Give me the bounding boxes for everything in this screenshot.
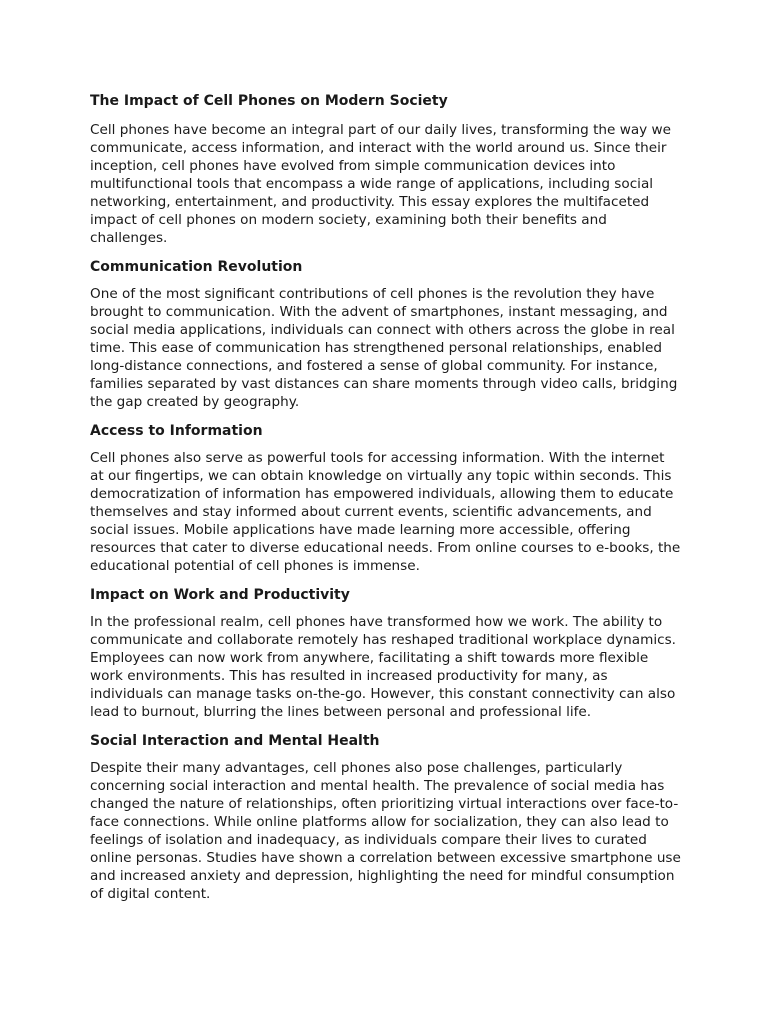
section-body-communication: One of the most significant contributions of cell phones is the revolution they have brought to communication. With the advent of smartphones, instant messaging, and social media applications, individuals can connect with others across the globe in real time. This ease of communication has strengthened personal relationships, enabled long-distance connections, and fostered a sense of global community. For instance, families separated by vast distances can share moments through video calls, bridging the gap created by geography. [90, 286, 678, 410]
section-body-work: In the professional realm, cell phones have transformed how we work. The ability to communicate and collaborate remotely has reshaped traditional workplace dynamics. Employees can now work from anywhere, facilitating a shift towards more flexible work environments. This has resulted in increased productivity for many, as individuals can manage tasks on-the-go. However, this constant connectivity can also lead to burnout, blurring the lines between personal and professional life. [90, 614, 676, 720]
document-title: The Impact of Cell Phones on Modern Society [90, 93, 448, 109]
section-heading-social: Social Interaction and Mental Health [90, 733, 380, 749]
section-body-information: Cell phones also serve as powerful tools for accessing information. With the internet at our fingertips, we can obtain knowledge on virtually any topic within seconds. This democratization of information has empowered individuals, allowing them to educate themselves and stay informed about current events, scientific advancements, and social issues. Mobile applications have made learning more accessible, offering resources that cater to diverse educational needs. From online courses to e-books, the educational potential of cell phones is immense. [90, 450, 681, 574]
section-body-social: Despite their many advantages, cell phones also pose challenges, particularly concerning social interaction and mental health. The prevalence of social media has changed the nature of relationships, often prioritizing virtual interactions over face-to-face connections. While online platforms allow for socialization, they can also lead to feelings of isolation and inadequacy, as individuals compare their lives to curated online personas. Studies have shown a correlation between excessive smartphone use and increased anxiety and depression, highlighting the need for mindful consumption of digital content. [90, 760, 681, 902]
section-heading-information: Access to Information [90, 423, 263, 439]
section-heading-work: Impact on Work and Productivity [90, 587, 350, 603]
section-heading-communication: Communication Revolution [90, 259, 303, 275]
intro-paragraph: Cell phones have become an integral part of our daily lives, transforming the way we communicate, access information, and interact with the world around us. Since their inception, cell phones have evolved from simple communication devices into multifunctional tools that encompass a wide range of applications, including social networking, entertainment, and productivity. This essay explores the multifaceted impact of cell phones on modern society, examining both their benefits and challenges. [90, 122, 671, 246]
